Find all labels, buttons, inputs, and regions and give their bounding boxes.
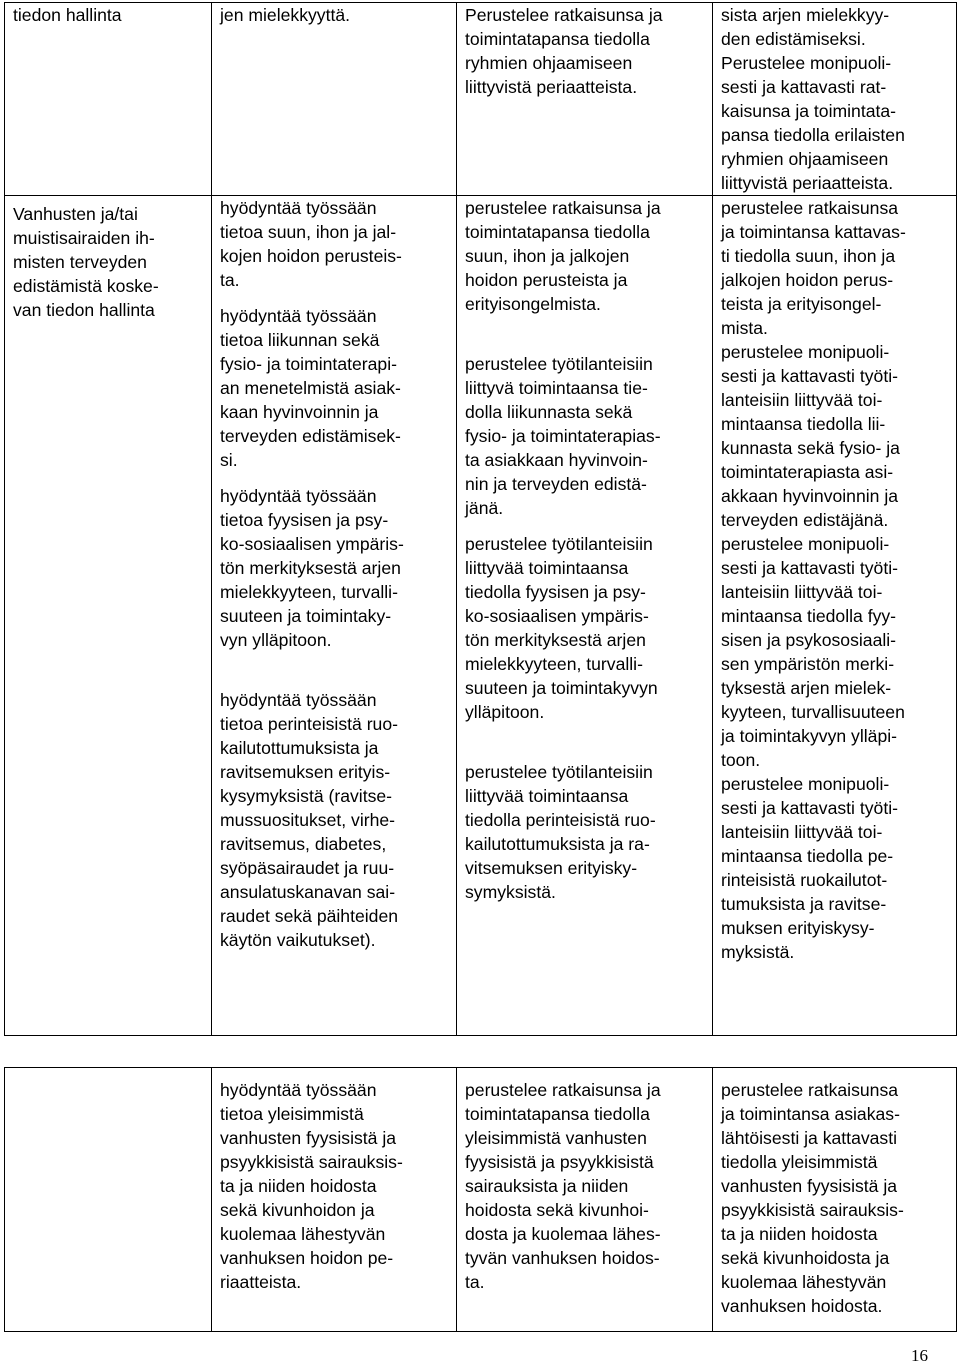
criterion-text: hyödyntää työssään tietoa perinteisistä ruo- kailutottumuksista ja ravitsemuksen erityis- kysymyksistä (ravitse- mussuositukset, virhe- ravitsemus, diabetes, syöpäsairaudet ja ruu- ansulatuskanavan sai- raudet sekä päihteiden käytön vaikutukset). <box>220 690 399 950</box>
criterion-text: perustelee työtilanteisiin liittyvä toimintaansa tie- dolla liikunnasta sekä fysio- ja toimintaterapias- ta asiakkaan hyvinvoin- nin ja terveyden edistä- jänä. <box>465 354 661 518</box>
table-cell <box>5 3 212 196</box>
criteria-table-2 <box>4 1067 957 1332</box>
table-cell <box>212 196 457 1036</box>
criterion-text: hyödyntää työssään tietoa fyysisen ja psy- ko-sosiaalisen ympäris- tön merkityksestä arjen mielekkyyteen, turvalli- suuteen ja toimintaky- vyn ylläpitoon. <box>220 486 404 650</box>
table-row <box>5 196 957 1036</box>
table-cell <box>212 1068 457 1332</box>
page-number: 16 <box>911 1346 928 1365</box>
criterion-text: perustelee työtilanteisiin liittyvää toimintaansa tiedolla fyysisen ja psy- ko-sosiaalisen ympäris- tön merkityksestä arjen mielekkyyteen, turvalli- suuteen ja toimintakyvyn ylläpitoon. <box>465 534 658 722</box>
criterion-text: hyödyntää työssään tietoa liikunnan sekä fysio- ja toimintaterapi- an menetelmistä asiak- kaan hyvinvoinnin ja terveyden edistämisek- si. <box>220 306 401 470</box>
criterion-text: perustelee monipuoli- sesti ja kattavasti työti- lanteisiin liittyvää toi- mintaansa tiedolla lii- kunnasta sekä fysio- ja toimintaterapiasta asi- akkaan hyvinvoinnin ja terveyden edistäjänä. <box>721 342 900 530</box>
cell-text: tiedon hallinta <box>13 5 122 25</box>
table-cell <box>713 3 957 196</box>
table-cell <box>457 3 713 196</box>
criterion-text: hyödyntää työssään tietoa yleisimmistä vanhusten fyysisistä ja psyykkisistä sairauksis- ta ja niiden hoidosta sekä kivunhoidon ja kuolemaa lähestyvän vanhuksen hoidon pe- riaatteista. <box>220 1080 403 1292</box>
table-cell <box>713 1068 957 1332</box>
table-cell <box>457 196 713 1036</box>
cell-text: jen mielekkyyttä. <box>220 5 351 25</box>
table-row <box>5 1068 957 1332</box>
criterion-text: perustelee monipuoli- sesti ja kattavasti työti- lanteisiin liittyvää toi- mintaansa tiedolla fyy- sisen ja psykososiaali- sen ympäristön merki- tyksestä arjen mielek- kyyteen, turvallisuuteen ja toimintakyvyn ylläpi- toon. <box>721 534 905 770</box>
criterion-text: perustelee työtilanteisiin liittyvää toimintaansa tiedolla perinteisistä ruo- kailutottumuksista ja ra- vitsemuksen erityisky- symyksistä. <box>465 762 656 902</box>
table-cell <box>457 1068 713 1332</box>
criterion-text: perustelee monipuoli- sesti ja kattavasti työti- lanteisiin liittyvää toi- mintaansa tiedolla pe- rinteisistä ruokailutot- tumuksista ja ravitse- muksen erityiskysy- myksistä. <box>721 774 898 962</box>
table-cell <box>5 1068 212 1332</box>
criterion-text: perustelee ratkaisunsa ja toimintansa asiakas- lähtöisesti ja kattavasti tiedolla yleisimmistä vanhusten fyysisistä ja psyykkisistä sairauksis- ta ja niiden hoidosta sekä kivunhoidosta ja kuolemaa lähestyvän vanhuksen hoidosta. <box>721 1080 904 1316</box>
criterion-text: perustelee ratkaisunsa ja toimintansa kattavas- ti tiedolla suun, ihon ja jalkojen hoidon perus- teista ja erityisongel- mista. <box>721 198 906 338</box>
table-cell <box>5 196 212 1036</box>
table-cell <box>713 196 957 1036</box>
cell-text: sista arjen mielekkyy- den edistämiseksi. Perustelee monipuoli- sesti ja kattavasti rat- kaisunsa ja toimintata- pansa tiedolla erilaisten ryhmien ohjaamiseen liittyvistä periaatteista. <box>721 5 905 193</box>
section-heading: Vanhusten ja/tai muistisairaiden ih- misten terveyden edistämistä koske- van tiedon hallinta <box>13 204 159 320</box>
table-row <box>5 3 957 196</box>
criterion-text: hyödyntää työssään tietoa suun, ihon ja jal- kojen hoidon perusteis- ta. <box>220 198 402 290</box>
criterion-text: perustelee ratkaisunsa ja toimintatapansa tiedolla yleisimmistä vanhusten fyysisistä ja psyykkisistä sairauksista ja niiden hoidosta sekä kivunhoi- dosta ja kuolemaa lähes- tyvän vanhuksen hoidos- ta. <box>465 1080 661 1292</box>
criterion-text: perustelee ratkaisunsa ja toimintatapansa tiedolla suun, ihon ja jalkojen hoidon perusteista ja erityisongelmista. <box>465 198 661 314</box>
cell-text: Perustelee ratkaisunsa ja toimintatapansa tiedolla ryhmien ohjaamiseen liittyvistä periaatteista. <box>465 5 663 97</box>
criteria-table <box>4 2 957 1036</box>
table-cell <box>212 3 457 196</box>
